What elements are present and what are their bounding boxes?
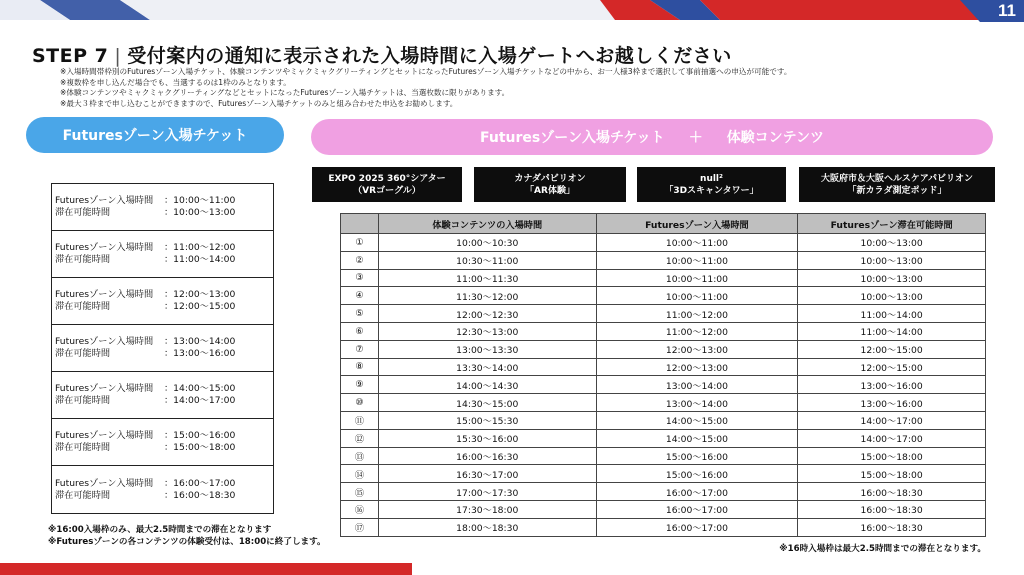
experience-time: 18:00～18:30 bbox=[378, 518, 596, 536]
top-decorative-band bbox=[0, 0, 1024, 22]
stay-time: ：10:00～13:00 bbox=[164, 207, 236, 218]
page-title bbox=[32, 41, 732, 68]
stay-time: 10:00～13:00 bbox=[798, 269, 986, 287]
stay-time: 10:00～13:00 bbox=[798, 234, 986, 252]
left-notes bbox=[48, 524, 326, 548]
table-row bbox=[52, 325, 273, 372]
table-row bbox=[341, 518, 986, 536]
pill-part2: 体験コンテンツ bbox=[726, 130, 824, 146]
entry-time: 14:00～15:00 bbox=[596, 429, 798, 447]
entry-time: ：10:00～11:00 bbox=[164, 195, 236, 206]
futures-ticket-pill: Futuresゾーン入場チケット bbox=[26, 117, 284, 153]
stay-label: 滞在可能時間 bbox=[55, 348, 111, 359]
futures-plus-experience-pill bbox=[311, 119, 993, 155]
entry-label: Futuresゾーン入場時間 bbox=[55, 477, 154, 489]
row-number: ⑩ bbox=[341, 394, 379, 412]
entry-time: ：11:00～12:00 bbox=[164, 242, 236, 253]
table-row bbox=[341, 234, 986, 252]
experience-time: 12:30～13:00 bbox=[378, 322, 596, 340]
table-row bbox=[341, 322, 986, 340]
entry-time: ：15:00～16:00 bbox=[164, 430, 236, 441]
stay-time: 15:00～18:00 bbox=[798, 465, 986, 483]
entry-time: 13:00～14:00 bbox=[596, 376, 798, 394]
table-header-row bbox=[341, 214, 986, 234]
entry-time: 10:00～11:00 bbox=[596, 234, 798, 252]
entry-label: Futuresゾーン入場時間 bbox=[55, 242, 154, 253]
entry-time: 16:00～17:00 bbox=[596, 483, 798, 501]
venue-name: カナダパビリオン bbox=[514, 173, 586, 184]
experience-time: 10:30～11:00 bbox=[378, 251, 596, 269]
table-row bbox=[341, 483, 986, 501]
row-number: ⑫ bbox=[341, 429, 379, 447]
stay-time: 13:00～16:00 bbox=[798, 376, 986, 394]
entry-time: ：13:00～14:00 bbox=[164, 336, 236, 347]
experience-time-table bbox=[340, 213, 986, 537]
entry-label: Futuresゾーン入場時間 bbox=[55, 195, 154, 206]
stay-time: 10:00～13:00 bbox=[798, 287, 986, 305]
entry-time: 15:00～16:00 bbox=[596, 447, 798, 465]
experience-time: 15:00～15:30 bbox=[378, 411, 596, 429]
table-row bbox=[341, 287, 986, 305]
stay-time: ：14:00～17:00 bbox=[164, 395, 236, 406]
row-number: ③ bbox=[341, 269, 379, 287]
row-number: ⑭ bbox=[341, 465, 379, 483]
stay-time: ：12:00～15:00 bbox=[164, 301, 236, 312]
table-row bbox=[341, 269, 986, 287]
venue-box-osaka-healthcare bbox=[799, 167, 995, 202]
row-number: ② bbox=[341, 251, 379, 269]
stay-label: 滞在可能時間 bbox=[55, 395, 111, 406]
row-number: ⑰ bbox=[341, 518, 379, 536]
venue-box-canada bbox=[474, 167, 626, 202]
entry-time: 12:00～13:00 bbox=[596, 358, 798, 376]
plus-icon: ＋ bbox=[688, 130, 703, 146]
row-number: ⑧ bbox=[341, 358, 379, 376]
experience-time: 14:00～14:30 bbox=[378, 376, 596, 394]
table-row bbox=[341, 500, 986, 518]
column-header-number bbox=[341, 214, 379, 234]
futures-ticket-time-table bbox=[51, 183, 274, 514]
table-row bbox=[341, 411, 986, 429]
stay-time: ：11:00～14:00 bbox=[164, 254, 236, 265]
venue-name: 大阪府市＆大阪ヘルスケアパビリオン bbox=[821, 173, 973, 184]
entry-label: Futuresゾーン入場時間 bbox=[55, 383, 154, 394]
stay-time: 14:00～17:00 bbox=[798, 411, 986, 429]
title-separator: | bbox=[114, 45, 122, 67]
stay-label: 滞在可能時間 bbox=[55, 489, 111, 501]
pill-part1: Futuresゾーン入場チケット bbox=[480, 130, 665, 146]
note-line: ※複数枠を申し込んだ場合でも、当選するのは1枠のみとなります。 bbox=[60, 77, 291, 87]
row-number: ⑦ bbox=[341, 340, 379, 358]
experience-time: 13:00～13:30 bbox=[378, 340, 596, 358]
experience-time: 11:30～12:00 bbox=[378, 287, 596, 305]
table-row bbox=[341, 447, 986, 465]
stay-time: 11:00～14:00 bbox=[798, 305, 986, 323]
table-row bbox=[52, 231, 273, 278]
table-row bbox=[52, 466, 273, 513]
table-row bbox=[341, 465, 986, 483]
venue-box-360-theater bbox=[312, 167, 462, 202]
venue-detail: 「新カラダ測定ポッド」 bbox=[847, 185, 947, 196]
venue-detail: （VRゴーグル） bbox=[353, 185, 421, 196]
row-number: ④ bbox=[341, 287, 379, 305]
table-row bbox=[52, 184, 273, 231]
entry-time: ：12:00～13:00 bbox=[164, 289, 236, 300]
stay-label: 滞在可能時間 bbox=[55, 442, 111, 453]
column-header-stay-time: Futuresゾーン滞在可能時間 bbox=[798, 214, 986, 234]
entry-time: 16:00～17:00 bbox=[596, 518, 798, 536]
table-row bbox=[341, 376, 986, 394]
entry-time: 11:00～12:00 bbox=[596, 322, 798, 340]
entry-time: 10:00～11:00 bbox=[596, 287, 798, 305]
row-number: ⑨ bbox=[341, 376, 379, 394]
bottom-accent-bar bbox=[0, 563, 412, 575]
stay-time: 12:00～15:00 bbox=[798, 340, 986, 358]
stay-time: 16:00～18:30 bbox=[798, 518, 986, 536]
experience-time: 13:30～14:00 bbox=[378, 358, 596, 376]
stay-time: 11:00～14:00 bbox=[798, 322, 986, 340]
experience-time: 15:30～16:00 bbox=[378, 429, 596, 447]
stay-time: ：13:00～16:00 bbox=[164, 348, 236, 359]
stay-time: ：16:00～18:30 bbox=[164, 489, 236, 501]
table-row bbox=[52, 372, 273, 419]
experience-time: 10:00～10:30 bbox=[378, 234, 596, 252]
entry-time: 14:00～15:00 bbox=[596, 411, 798, 429]
stay-time: 16:00～18:30 bbox=[798, 500, 986, 518]
experience-time: 17:30～18:00 bbox=[378, 500, 596, 518]
entry-time: 15:00～16:00 bbox=[596, 465, 798, 483]
stay-time: 13:00～16:00 bbox=[798, 394, 986, 412]
entry-label: Futuresゾーン入場時間 bbox=[55, 336, 154, 347]
entry-label: Futuresゾーン入場時間 bbox=[55, 430, 154, 441]
row-number: ⑪ bbox=[341, 411, 379, 429]
experience-time: 12:00～12:30 bbox=[378, 305, 596, 323]
stay-label: 滞在可能時間 bbox=[55, 254, 111, 265]
table-row bbox=[341, 251, 986, 269]
experience-time: 11:00～11:30 bbox=[378, 269, 596, 287]
right-note: ※16時入場枠は最大2.5時間までの滞在となります。 bbox=[779, 544, 986, 554]
entry-time: 11:00～12:00 bbox=[596, 305, 798, 323]
notes-block bbox=[60, 67, 791, 109]
note-line: ※入場時間帯枠別のFuturesゾーン入場チケット、体験コンテンツやミャクミャクグリーティングとセットになったFuturesゾーン入場チケットなどの中から、お一人様3枠まで選択して事前抽選への申込が可能です。 bbox=[60, 67, 792, 76]
experience-time: 14:30～15:00 bbox=[378, 394, 596, 412]
column-header-experience-time: 体験コンテンツの入場時間 bbox=[378, 214, 596, 234]
table-row bbox=[341, 305, 986, 323]
stay-time: 16:00～18:30 bbox=[798, 483, 986, 501]
entry-time: ：14:00～15:00 bbox=[164, 383, 236, 394]
venue-detail: 「3Dスキャンタワー」 bbox=[664, 185, 759, 196]
venue-box-null2 bbox=[637, 167, 786, 202]
page-number: 11 bbox=[998, 1, 1016, 20]
note-line: ※最大３枠まで申し込むことができますので、Futuresゾーン入場チケットのみと組み合わせた申込をお勧めします。 bbox=[60, 98, 458, 108]
row-number: ⑮ bbox=[341, 483, 379, 501]
stay-label: 滞在可能時間 bbox=[55, 301, 111, 312]
title-text: 受付案内の通知に表示された入場時間に入場ゲートへお越しください bbox=[127, 45, 732, 67]
entry-time: 10:00～11:00 bbox=[596, 269, 798, 287]
experience-time: 17:00～17:30 bbox=[378, 483, 596, 501]
note-line: ※体験コンテンツやミャクミャクグリーティングなどとセットになったFuturesゾーン入場チケットは、当選枚数に限りがあります。 bbox=[60, 88, 510, 97]
venue-name: EXPO 2025 360°シアター bbox=[328, 173, 446, 184]
stay-time: ：15:00～18:00 bbox=[164, 442, 236, 453]
note-line: ※Futuresゾーンの各コンテンツの体験受付は、18:00に終了します。 bbox=[48, 537, 326, 547]
row-number: ⑤ bbox=[341, 305, 379, 323]
row-number: ⑬ bbox=[341, 447, 379, 465]
entry-time: 12:00～13:00 bbox=[596, 340, 798, 358]
row-number: ⑯ bbox=[341, 500, 379, 518]
experience-time: 16:00～16:30 bbox=[378, 447, 596, 465]
entry-time: 16:00～17:00 bbox=[596, 500, 798, 518]
venue-name: null² bbox=[700, 173, 723, 184]
stay-time: 15:00～18:00 bbox=[798, 447, 986, 465]
stay-time: 12:00～15:00 bbox=[798, 358, 986, 376]
stay-time: 14:00～17:00 bbox=[798, 429, 986, 447]
column-header-entry-time: Futuresゾーン入場時間 bbox=[596, 214, 798, 234]
entry-time: 13:00～14:00 bbox=[596, 394, 798, 412]
table-row bbox=[52, 419, 273, 466]
entry-time: ：16:00～17:00 bbox=[164, 477, 236, 489]
entry-label: Futuresゾーン入場時間 bbox=[55, 289, 154, 300]
note-line: ※16:00入場枠のみ、最大2.5時間までの滞在となります bbox=[48, 525, 272, 535]
table-row bbox=[52, 278, 273, 325]
table-row bbox=[341, 358, 986, 376]
row-number: ① bbox=[341, 234, 379, 252]
experience-time: 16:30～17:00 bbox=[378, 465, 596, 483]
step-label: STEP 7 bbox=[32, 45, 109, 67]
stay-time: 10:00～13:00 bbox=[798, 251, 986, 269]
stay-label: 滞在可能時間 bbox=[55, 207, 111, 218]
entry-time: 10:00～11:00 bbox=[596, 251, 798, 269]
table-row bbox=[341, 394, 986, 412]
venue-detail: 「AR体験」 bbox=[525, 185, 575, 196]
table-row bbox=[341, 429, 986, 447]
row-number: ⑥ bbox=[341, 322, 379, 340]
table-row bbox=[341, 340, 986, 358]
